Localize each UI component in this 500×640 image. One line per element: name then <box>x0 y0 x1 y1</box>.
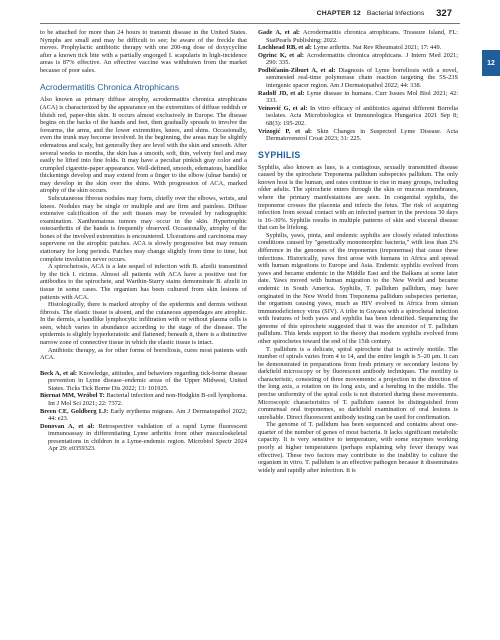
reference-text: Retrospective validation of a rapid Lyme fluorescent immunoassay in differentiating Lyme arthritis from other musculoskeletal presentations in children in a Lyme-endemic region. Microbiol Spectr 2024 Apr 29: e0359323. <box>48 422 247 453</box>
reference-text: Skin Changes in Suspected Lyme Disease. Acta Dermatovenerol Croat 2023; 31: 225. <box>266 127 459 143</box>
reference-item <box>40 370 247 393</box>
reference-item <box>40 392 247 407</box>
page-number: 327 <box>436 8 452 19</box>
reference-item <box>258 128 458 143</box>
reference-item <box>40 423 247 453</box>
reference-author: Gade A, et al: <box>258 29 301 36</box>
section-heading-syphilis: SYPHILIS <box>258 149 301 160</box>
section-heading-aca: Acrodermatitis Chronica Atrophicans <box>40 82 179 93</box>
body-paragraph: Syphilis, also known as lues, is a contagious, sexually transmitted disease caused by the spirochete Treponema pallidum subspecies pallidum. The only known host is the human, and rates continue to rise in many groups, including older adults. The spirochete enters through the skin or mucous membranes, where the primary manifestations are seen. In congenital syphilis, the treponeme crosses the placenta and infects the fetus. The risk of acquiring infection from sexual contact with an infected partner in the previous 30 days is 16–30%. Syphilis results in multiple patterns of skin and visceral disease that can be lifelong. <box>258 163 458 232</box>
chapter-tab: 12 <box>482 50 500 76</box>
reference-author: Beck A, et al: <box>40 369 77 377</box>
reference-author: Radolf JD, et al: <box>258 89 305 97</box>
reference-item <box>258 44 458 52</box>
reference-text: Diagnosis of Lyme borreliosis with a novel, seminested real-time polymerase chain reaction targeting the 5S-23S intergenic spacer region. Am J Dermatopathol 2022; 44: 338. <box>266 66 459 90</box>
reference-author: Lochhead RB, et al: <box>258 44 312 52</box>
left-column <box>40 29 247 453</box>
reference-text: In vitro efficacy of antibiotics against different Borrelia isolates. Acta Microbiologica et Immunologica Hungarica 2021 Sep 8; 68(3): 195-202. <box>266 104 459 127</box>
reference-text: Lyme disease in humans. Curr Issues Mol Biol 2021; 42: 333. <box>266 89 459 105</box>
reference-author: Veinović G, et al: <box>258 104 308 112</box>
reference-list <box>40 370 247 453</box>
intro-paragraph: to be attached for more than 24 hours to transmit disease in the United States. Nymphs are small and may be difficult to see; be aware of the freckle that moves. Prophylactic antibiotic therapy with one 200-mg dose of doxycycline after a known tick bite with a partially engorged I. scapularis in high-incidence areas is 87% effective. An effective vaccine was withdrawn from the market because of poor sales. <box>40 29 247 74</box>
reference-item <box>40 408 247 423</box>
running-head <box>0 9 452 18</box>
body-paragraph: Histologically, there is marked atrophy of the epidermis and dermis without fibrosis. The elastic tissue is absent, and the cutaneous appendages are atrophic. In the dermis, a bandlike lymphocytic infiltration with or without plasma cells is seen, which varies in abundance according to the stage of the disease. The epidermis is slightly hyperkeratotic and flattened; beneath it, there is a distinctive narrow zone of connective tissue in which the elastic tissue is intact. <box>40 301 247 346</box>
reference-text: Acrodermatitis chronica atrophicans. Treasure Island, FL: StatPearls Publishing; 2022. <box>266 29 459 44</box>
reference-author: Donovan A, et al: <box>40 422 95 430</box>
body-paragraph: Antibiotic therapy, as for other forms of borreliosis, cures most patients with ACA. <box>40 346 247 362</box>
reference-author: Vrizogić P, et al: <box>258 127 313 135</box>
reference-text: Bacterial infection and non-Hodgkin B-cell lymphoma. Int J Mol Sci 2021; 22: 7372. <box>48 392 247 408</box>
reference-item <box>258 67 458 90</box>
reference-text: Lyme arthritis. Nat Rev Rheumatol 2021; 17: 449. <box>311 44 442 52</box>
chapter-title: Bacterial Infections <box>366 10 425 17</box>
reference-author: Breen CE, Goldberg LJ: <box>40 407 109 415</box>
body-paragraph: A spirochetosis, ACA is a late sequel of infection with B. afzelii transmitted by the tick I. ricinus. Almost all patients with ACA have a positive test for antibodies to the spirochete, and Warthin-Starry stains demonstrate B. afzelii in tissue in some cases. The organism has been cultured from skin lesions of patients with ACA. <box>40 263 247 301</box>
reference-text: Knowledge, attitudes, and behaviors regarding tick-borne disease prevention in Lyme disease–endemic areas of the Upper Midwest, United States. Ticks Tick Borne Dis 2022; 13: 101925. <box>48 369 247 392</box>
reference-author: Biernat MM, Wróbel T: <box>40 392 105 400</box>
reference-text: Early erythema migrans. Am J Dermatopathol 2022; 44: e23. <box>48 407 247 423</box>
reference-text: Acrodermatitis chronica atrophicans. J Intern Med 2021; 290: 335. <box>266 51 458 67</box>
reference-item <box>258 105 458 128</box>
body-paragraph: Syphilis, yaws, pinta, and endemic syphilis are closely related infections conditions caused by "genetically monomorphic bacteria," with less than 2% difference in the genomes of the treponemes (treponemas) that cause these infections. Historically, yaws first arose with humans in Africa and spread with human migrations to Europe and Asia. Endemic syphilis evolved from yaws and became endemic in the Middle East and the Balkans at some later date. Yaws moved with human migration to the New World and became endemic in South America. Syphilis, T. pallidum pallidum, may have originated in the New World from Treponema pallidum subspecies pertenue, the organism causing yaws, much as HIV evolved in Africa from simian immunodeficiency virus (SIV). A tribe in Guyana with a spirochetal infection with features of both yaws and syphilis has been identified. Sequencing the genome of this spirochete suggested that it was the ancestor of T. pallidum pallidum. This lends support to the theory that modern syphilis evolved from other spirochetes toward the end of the 15th century. <box>258 231 458 345</box>
reference-author: Ogrinc K, et al: <box>258 51 305 59</box>
reference-author: Podbičanin-Ziburt A, et al: <box>258 66 336 74</box>
body-paragraph: Subcutaneous fibrous nodules may form, chiefly over the elbows, wrists, and knees. Nodules may be single or multiple and are firm and painless. Diffuse extensive calcification of the soft tissues may be revealed by radiographic examination. Xanthomatous tumors may occur in the skin. Hypertrophic osteoarthritis of the hands is frequently observed. Occasionally, atrophy of the bones of the involved extremities is encountered. Ulcerations and carcinoma may supervene on the atrophic patches. ACA is slowly progressive but may remain stationary for long periods. Patches may change slightly from time to time, but complete involution never occurs. <box>40 194 247 263</box>
reference-list <box>258 29 458 143</box>
header-rule <box>40 23 460 24</box>
reference-item <box>258 52 458 67</box>
body-paragraph: The genome of T. pallidum has been sequenced and contains about one-quarter of the number of genes of most bacteria. It lacks significant metabolic capacity. It is very sensitive to temperature, with some enzymes working poorly at higher temperatures (perhaps explaining why fever therapy was effective). These two factors may contribute to the inability to culture the organism in vitro. T. pallidum is an effective pathogen because it disseminates widely and rapidly after infection. It is <box>258 421 458 474</box>
body-paragraph: T. pallidum is a delicate, spiral spirochete that is actively motile. The number of spirals varies from 4 to 14, and the entire length is 5–20 μm. It can be demonstrated in preparations from fresh primary or secondary lesions by darkfield microscopy or by fluorescent antibody techniques. The motility is characteristic, consisting of three movements: a projection in the direction of the long axis, a rotation on its long axis, and a bending in the middle. The precise uniformity of the spiral coils is not distorted during these movements. Microscopic characteristics of T. pallidum cannot be distinguished from commensal oral treponemes, so darkfield examination of oral lesions is unreliable. Direct fluorescent antibody testing can be used for confirmation. <box>258 345 458 421</box>
body-paragraph: Also known as primary diffuse atrophy, acrodermatitis chronica atrophicans (ACA) is characterized by the appearance on the extremities of diffuse reddish or bluish red, paper-thin skin. It occurs almost exclusively in Europe. The disease begins on the backs of the hands and feet, then gradually spreads to involve the forearms, the arms, and the lower extremities, knees, and shins. Occasionally, even the trunk may become involved. In the beginning, the areas may be slightly edematous and scaly, but generally they are level with the skin and smooth. After several weeks to months, the skin has a smooth, soft, thin, velvety feel and may easily be lifted into fine folds. It may have a peculiar pinkish gray color and a crumpled cigarette-paper appearance. Well-defined, smooth, edematous, bandlike thickenings develop and may extend from a finger to the elbow (ulnar bands) or may develop in the skin over the shins. With progression of ACA, marked atrophy of the skin occurs. <box>40 96 247 195</box>
right-column <box>258 29 458 474</box>
reference-item <box>258 90 458 105</box>
reference-item <box>258 29 458 44</box>
chapter-label: CHAPTER 12 <box>316 10 361 17</box>
